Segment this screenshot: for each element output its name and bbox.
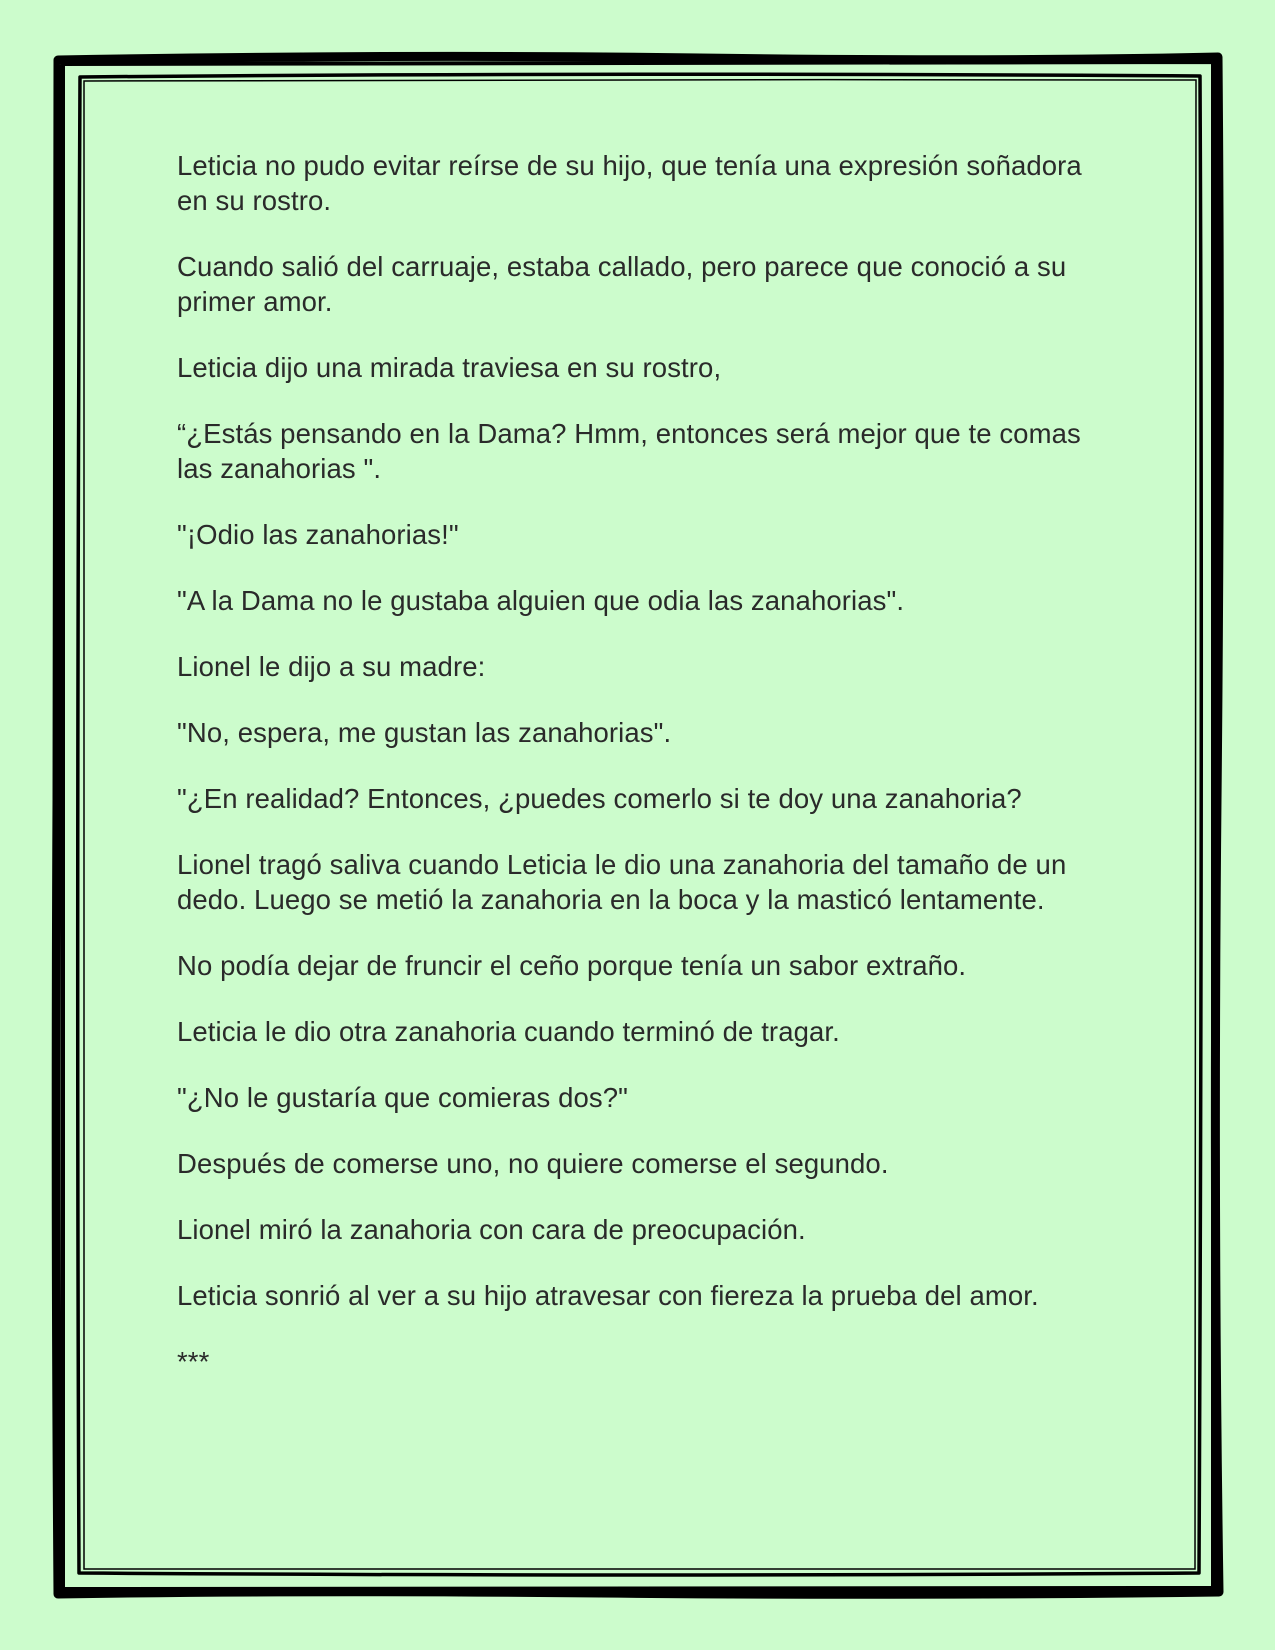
story-text	[177, 148, 1097, 1410]
paragraph: Leticia dijo una mirada traviesa en su rostro,	[177, 352, 722, 383]
paragraph: Lionel miró la zanahoria con cara de preocupación.	[177, 1214, 806, 1245]
paragraph: Leticia sonrió al ver a su hijo atravesar con fiereza la prueba del amor.	[177, 1280, 1039, 1311]
paragraph: Leticia le dio otra zanahoria cuando terminó de tragar.	[177, 1016, 840, 1047]
paragraph: Leticia no pudo evitar reírse de su hijo, que tenía una expresión soñadora en su rostro.	[177, 150, 1082, 216]
paragraph: Cuando salió del carruaje, estaba callado, pero parece que conoció a su primer amor.	[177, 251, 1067, 317]
paragraph: "¿En realidad? Entonces, ¿puedes comerlo si te doy una zanahoria?	[177, 783, 1022, 814]
paragraph: "No, espera, me gustan las zanahorias".	[177, 717, 672, 748]
scene-break: ***	[177, 1346, 210, 1377]
paragraph: "¿No le gustaría que comieras dos?"	[177, 1082, 629, 1113]
paragraph: “¿Estás pensando en la Dama? Hmm, entonces será mejor que te comas las zanahorias ".	[177, 418, 1081, 484]
paragraph: No podía dejar de fruncir el ceño porque tenía un sabor extraño.	[177, 950, 967, 981]
paragraph: Lionel le dijo a su madre:	[177, 651, 486, 682]
paragraph: Lionel tragó saliva cuando Leticia le dio una zanahoria del tamaño de un dedo. Luego se metió la zanahoria en la boca y la masticó lentamente.	[177, 849, 1067, 915]
paragraph: "¡Odio las zanahorias!"	[177, 519, 459, 550]
paragraph: Después de comerse uno, no quiere comerse el segundo.	[177, 1148, 889, 1179]
paragraph: "A la Dama no le gustaba alguien que odia las zanahorias".	[177, 585, 905, 616]
